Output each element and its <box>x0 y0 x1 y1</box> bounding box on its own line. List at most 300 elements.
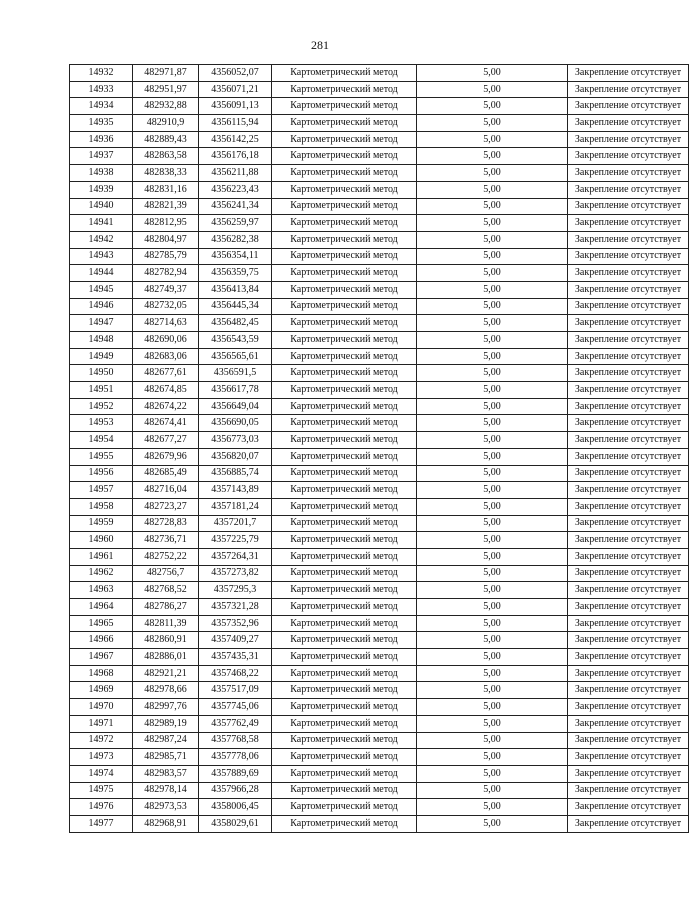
point-number-cell: 14952 <box>70 398 133 415</box>
table-row <box>70 198 689 215</box>
point-number-cell: 14974 <box>70 765 133 782</box>
method-cell: Картометрический метод <box>272 749 417 766</box>
method-cell: Картометрический метод <box>272 448 417 465</box>
x-coordinate-cell: 482971,87 <box>133 65 199 82</box>
table-row <box>70 599 689 616</box>
fixing-cell: Закрепление отсутствует <box>568 599 689 616</box>
y-coordinate-cell: 4356413,84 <box>199 281 272 298</box>
table-row <box>70 482 689 499</box>
accuracy-cell: 5,00 <box>417 332 568 349</box>
x-coordinate-cell: 482863,58 <box>133 148 199 165</box>
y-coordinate-cell: 4357768,58 <box>199 732 272 749</box>
method-cell: Картометрический метод <box>272 432 417 449</box>
accuracy-cell: 5,00 <box>417 482 568 499</box>
method-cell: Картометрический метод <box>272 665 417 682</box>
table-row <box>70 332 689 349</box>
y-coordinate-cell: 4357273,82 <box>199 565 272 582</box>
fixing-cell: Закрепление отсутствует <box>568 615 689 632</box>
x-coordinate-cell: 482786,27 <box>133 599 199 616</box>
fixing-cell: Закрепление отсутствует <box>568 181 689 198</box>
fixing-cell: Закрепление отсутствует <box>568 548 689 565</box>
y-coordinate-cell: 4357745,06 <box>199 699 272 716</box>
point-number-cell: 14972 <box>70 732 133 749</box>
accuracy-cell: 5,00 <box>417 65 568 82</box>
method-cell: Картометрический метод <box>272 248 417 265</box>
table-row <box>70 665 689 682</box>
x-coordinate-cell: 482723,27 <box>133 498 199 515</box>
point-number-cell: 14944 <box>70 265 133 282</box>
accuracy-cell: 5,00 <box>417 165 568 182</box>
point-number-cell: 14970 <box>70 699 133 716</box>
y-coordinate-cell: 4357295,3 <box>199 582 272 599</box>
x-coordinate-cell: 482831,16 <box>133 181 199 198</box>
table-row <box>70 432 689 449</box>
method-cell: Картометрический метод <box>272 565 417 582</box>
point-number-cell: 14935 <box>70 115 133 132</box>
table-row <box>70 715 689 732</box>
table-row <box>70 148 689 165</box>
method-cell: Картометрический метод <box>272 482 417 499</box>
fixing-cell: Закрепление отсутствует <box>568 649 689 666</box>
table-row <box>70 649 689 666</box>
fixing-cell: Закрепление отсутствует <box>568 265 689 282</box>
y-coordinate-cell: 4357352,96 <box>199 615 272 632</box>
method-cell: Картометрический метод <box>272 115 417 132</box>
table-row <box>70 632 689 649</box>
table-row <box>70 98 689 115</box>
table-row <box>70 699 689 716</box>
point-number-cell: 14958 <box>70 498 133 515</box>
x-coordinate-cell: 482811,39 <box>133 615 199 632</box>
table-row <box>70 682 689 699</box>
fixing-cell: Закрепление отсутствует <box>568 699 689 716</box>
x-coordinate-cell: 482749,37 <box>133 281 199 298</box>
point-number-cell: 14956 <box>70 465 133 482</box>
method-cell: Картометрический метод <box>272 332 417 349</box>
x-coordinate-cell: 482812,95 <box>133 215 199 232</box>
point-number-cell: 14933 <box>70 81 133 98</box>
point-number-cell: 14932 <box>70 65 133 82</box>
accuracy-cell: 5,00 <box>417 81 568 98</box>
y-coordinate-cell: 4356091,13 <box>199 98 272 115</box>
x-coordinate-cell: 482685,49 <box>133 465 199 482</box>
y-coordinate-cell: 4357201,7 <box>199 515 272 532</box>
x-coordinate-cell: 482921,21 <box>133 665 199 682</box>
method-cell: Картометрический метод <box>272 81 417 98</box>
x-coordinate-cell: 482782,94 <box>133 265 199 282</box>
y-coordinate-cell: 4356052,07 <box>199 65 272 82</box>
y-coordinate-cell: 4357321,28 <box>199 599 272 616</box>
point-number-cell: 14939 <box>70 181 133 198</box>
point-number-cell: 14953 <box>70 415 133 432</box>
y-coordinate-cell: 4356241,34 <box>199 198 272 215</box>
x-coordinate-cell: 482987,24 <box>133 732 199 749</box>
method-cell: Картометрический метод <box>272 231 417 248</box>
x-coordinate-cell: 482886,01 <box>133 649 199 666</box>
x-coordinate-cell: 482752,22 <box>133 548 199 565</box>
fixing-cell: Закрепление отсутствует <box>568 165 689 182</box>
y-coordinate-cell: 4356176,18 <box>199 148 272 165</box>
y-coordinate-cell: 4357889,69 <box>199 765 272 782</box>
y-coordinate-cell: 4356211,88 <box>199 165 272 182</box>
method-cell: Картометрический метод <box>272 515 417 532</box>
method-cell: Картометрический метод <box>272 715 417 732</box>
fixing-cell: Закрепление отсутствует <box>568 665 689 682</box>
x-coordinate-cell: 482716,04 <box>133 482 199 499</box>
method-cell: Картометрический метод <box>272 682 417 699</box>
fixing-cell: Закрепление отсутствует <box>568 281 689 298</box>
fixing-cell: Закрепление отсутствует <box>568 348 689 365</box>
table-row <box>70 165 689 182</box>
method-cell: Картометрический метод <box>272 582 417 599</box>
point-number-cell: 14957 <box>70 482 133 499</box>
method-cell: Картометрический метод <box>272 181 417 198</box>
table-row <box>70 231 689 248</box>
y-coordinate-cell: 4356445,34 <box>199 298 272 315</box>
table-row <box>70 732 689 749</box>
x-coordinate-cell: 482732,05 <box>133 298 199 315</box>
point-number-cell: 14950 <box>70 365 133 382</box>
y-coordinate-cell: 4358006,45 <box>199 799 272 816</box>
table-row <box>70 815 689 832</box>
table-row <box>70 281 689 298</box>
x-coordinate-cell: 482768,52 <box>133 582 199 599</box>
x-coordinate-cell: 482677,27 <box>133 432 199 449</box>
x-coordinate-cell: 482910,9 <box>133 115 199 132</box>
point-number-cell: 14976 <box>70 799 133 816</box>
method-cell: Картометрический метод <box>272 498 417 515</box>
x-coordinate-cell: 482983,57 <box>133 765 199 782</box>
method-cell: Картометрический метод <box>272 765 417 782</box>
table-row <box>70 515 689 532</box>
x-coordinate-cell: 482714,63 <box>133 315 199 332</box>
point-number-cell: 14946 <box>70 298 133 315</box>
method-cell: Картометрический метод <box>272 548 417 565</box>
x-coordinate-cell: 482985,71 <box>133 749 199 766</box>
fixing-cell: Закрепление отсутствует <box>568 131 689 148</box>
point-number-cell: 14941 <box>70 215 133 232</box>
method-cell: Картометрический метод <box>272 532 417 549</box>
x-coordinate-cell: 482968,91 <box>133 815 199 832</box>
point-number-cell: 14951 <box>70 382 133 399</box>
x-coordinate-cell: 482989,19 <box>133 715 199 732</box>
fixing-cell: Закрепление отсутствует <box>568 782 689 799</box>
accuracy-cell: 5,00 <box>417 699 568 716</box>
accuracy-cell: 5,00 <box>417 782 568 799</box>
table-row <box>70 465 689 482</box>
y-coordinate-cell: 4356885,74 <box>199 465 272 482</box>
point-number-cell: 14945 <box>70 281 133 298</box>
x-coordinate-cell: 482756,7 <box>133 565 199 582</box>
method-cell: Картометрический метод <box>272 348 417 365</box>
accuracy-cell: 5,00 <box>417 465 568 482</box>
x-coordinate-cell: 482677,61 <box>133 365 199 382</box>
accuracy-cell: 5,00 <box>417 665 568 682</box>
fixing-cell: Закрепление отсутствует <box>568 65 689 82</box>
coordinates-table-body <box>70 65 689 833</box>
y-coordinate-cell: 4356690,05 <box>199 415 272 432</box>
table-row <box>70 448 689 465</box>
x-coordinate-cell: 482860,91 <box>133 632 199 649</box>
y-coordinate-cell: 4356649,04 <box>199 398 272 415</box>
table-row <box>70 131 689 148</box>
y-coordinate-cell: 4356223,43 <box>199 181 272 198</box>
x-coordinate-cell: 482838,33 <box>133 165 199 182</box>
y-coordinate-cell: 4356591,5 <box>199 365 272 382</box>
table-row <box>70 65 689 82</box>
method-cell: Картометрический метод <box>272 649 417 666</box>
x-coordinate-cell: 482674,41 <box>133 415 199 432</box>
fixing-cell: Закрепление отсутствует <box>568 715 689 732</box>
y-coordinate-cell: 4357966,28 <box>199 782 272 799</box>
table-row <box>70 348 689 365</box>
point-number-cell: 14938 <box>70 165 133 182</box>
point-number-cell: 14940 <box>70 198 133 215</box>
accuracy-cell: 5,00 <box>417 582 568 599</box>
page-number: 281 <box>311 38 329 52</box>
point-number-cell: 14961 <box>70 548 133 565</box>
x-coordinate-cell: 482683,06 <box>133 348 199 365</box>
table-row <box>70 765 689 782</box>
method-cell: Картометрический метод <box>272 165 417 182</box>
method-cell: Картометрический метод <box>272 815 417 832</box>
method-cell: Картометрический метод <box>272 632 417 649</box>
method-cell: Картометрический метод <box>272 465 417 482</box>
fixing-cell: Закрепление отсутствует <box>568 749 689 766</box>
fixing-cell: Закрепление отсутствует <box>568 632 689 649</box>
fixing-cell: Закрепление отсутствует <box>568 515 689 532</box>
accuracy-cell: 5,00 <box>417 231 568 248</box>
table-row <box>70 81 689 98</box>
accuracy-cell: 5,00 <box>417 248 568 265</box>
point-number-cell: 14965 <box>70 615 133 632</box>
y-coordinate-cell: 4356354,11 <box>199 248 272 265</box>
fixing-cell: Закрепление отсутствует <box>568 382 689 399</box>
fixing-cell: Закрепление отсутствует <box>568 215 689 232</box>
x-coordinate-cell: 482679,96 <box>133 448 199 465</box>
x-coordinate-cell: 482674,85 <box>133 382 199 399</box>
accuracy-cell: 5,00 <box>417 682 568 699</box>
fixing-cell: Закрепление отсутствует <box>568 332 689 349</box>
method-cell: Картометрический метод <box>272 382 417 399</box>
table-row <box>70 548 689 565</box>
accuracy-cell: 5,00 <box>417 432 568 449</box>
fixing-cell: Закрепление отсутствует <box>568 498 689 515</box>
fixing-cell: Закрепление отсутствует <box>568 432 689 449</box>
method-cell: Картометрический метод <box>272 298 417 315</box>
accuracy-cell: 5,00 <box>417 398 568 415</box>
table-row <box>70 415 689 432</box>
y-coordinate-cell: 4357778,06 <box>199 749 272 766</box>
point-number-cell: 14963 <box>70 582 133 599</box>
y-coordinate-cell: 4357143,89 <box>199 482 272 499</box>
method-cell: Картометрический метод <box>272 315 417 332</box>
accuracy-cell: 5,00 <box>417 281 568 298</box>
table-row <box>70 582 689 599</box>
accuracy-cell: 5,00 <box>417 365 568 382</box>
y-coordinate-cell: 4356820,07 <box>199 448 272 465</box>
accuracy-cell: 5,00 <box>417 265 568 282</box>
point-number-cell: 14971 <box>70 715 133 732</box>
method-cell: Картометрический метод <box>272 615 417 632</box>
x-coordinate-cell: 482978,66 <box>133 682 199 699</box>
method-cell: Картометрический метод <box>272 148 417 165</box>
accuracy-cell: 5,00 <box>417 565 568 582</box>
y-coordinate-cell: 4356142,25 <box>199 131 272 148</box>
method-cell: Картометрический метод <box>272 215 417 232</box>
accuracy-cell: 5,00 <box>417 765 568 782</box>
table-row <box>70 248 689 265</box>
coordinates-table <box>69 64 689 833</box>
accuracy-cell: 5,00 <box>417 348 568 365</box>
x-coordinate-cell: 482690,06 <box>133 332 199 349</box>
fixing-cell: Закрепление отсутствует <box>568 532 689 549</box>
x-coordinate-cell: 482951,97 <box>133 81 199 98</box>
accuracy-cell: 5,00 <box>417 415 568 432</box>
point-number-cell: 14959 <box>70 515 133 532</box>
fixing-cell: Закрепление отсутствует <box>568 298 689 315</box>
fixing-cell: Закрепление отсутствует <box>568 765 689 782</box>
fixing-cell: Закрепление отсутствует <box>568 231 689 248</box>
fixing-cell: Закрепление отсутствует <box>568 465 689 482</box>
accuracy-cell: 5,00 <box>417 98 568 115</box>
method-cell: Картометрический метод <box>272 599 417 616</box>
fixing-cell: Закрепление отсутствует <box>568 365 689 382</box>
point-number-cell: 14969 <box>70 682 133 699</box>
point-number-cell: 14964 <box>70 599 133 616</box>
x-coordinate-cell: 482728,83 <box>133 515 199 532</box>
y-coordinate-cell: 4357762,49 <box>199 715 272 732</box>
y-coordinate-cell: 4356259,97 <box>199 215 272 232</box>
fixing-cell: Закрепление отсутствует <box>568 482 689 499</box>
table-row <box>70 532 689 549</box>
y-coordinate-cell: 4356543,59 <box>199 332 272 349</box>
y-coordinate-cell: 4357435,31 <box>199 649 272 666</box>
fixing-cell: Закрепление отсутствует <box>568 415 689 432</box>
accuracy-cell: 5,00 <box>417 181 568 198</box>
y-coordinate-cell: 4356359,75 <box>199 265 272 282</box>
method-cell: Картометрический метод <box>272 732 417 749</box>
accuracy-cell: 5,00 <box>417 815 568 832</box>
point-number-cell: 14942 <box>70 231 133 248</box>
y-coordinate-cell: 4356773,03 <box>199 432 272 449</box>
point-number-cell: 14955 <box>70 448 133 465</box>
fixing-cell: Закрепление отсутствует <box>568 148 689 165</box>
table-row <box>70 498 689 515</box>
method-cell: Картометрический метод <box>272 98 417 115</box>
accuracy-cell: 5,00 <box>417 498 568 515</box>
accuracy-cell: 5,00 <box>417 715 568 732</box>
accuracy-cell: 5,00 <box>417 131 568 148</box>
x-coordinate-cell: 482997,76 <box>133 699 199 716</box>
y-coordinate-cell: 4357517,09 <box>199 682 272 699</box>
fixing-cell: Закрепление отсутствует <box>568 248 689 265</box>
accuracy-cell: 5,00 <box>417 315 568 332</box>
point-number-cell: 14936 <box>70 131 133 148</box>
table-row <box>70 799 689 816</box>
point-number-cell: 14949 <box>70 348 133 365</box>
x-coordinate-cell: 482804,97 <box>133 231 199 248</box>
table-row <box>70 365 689 382</box>
x-coordinate-cell: 482785,79 <box>133 248 199 265</box>
x-coordinate-cell: 482973,53 <box>133 799 199 816</box>
accuracy-cell: 5,00 <box>417 649 568 666</box>
fixing-cell: Закрепление отсутствует <box>568 799 689 816</box>
accuracy-cell: 5,00 <box>417 799 568 816</box>
accuracy-cell: 5,00 <box>417 615 568 632</box>
accuracy-cell: 5,00 <box>417 215 568 232</box>
y-coordinate-cell: 4358029,61 <box>199 815 272 832</box>
method-cell: Картометрический метод <box>272 782 417 799</box>
x-coordinate-cell: 482821,39 <box>133 198 199 215</box>
point-number-cell: 14943 <box>70 248 133 265</box>
table-row <box>70 215 689 232</box>
y-coordinate-cell: 4357181,24 <box>199 498 272 515</box>
method-cell: Картометрический метод <box>272 281 417 298</box>
fixing-cell: Закрепление отсутствует <box>568 398 689 415</box>
y-coordinate-cell: 4357468,22 <box>199 665 272 682</box>
table-row <box>70 298 689 315</box>
point-number-cell: 14934 <box>70 98 133 115</box>
method-cell: Картометрический метод <box>272 415 417 432</box>
accuracy-cell: 5,00 <box>417 599 568 616</box>
x-coordinate-cell: 482978,14 <box>133 782 199 799</box>
point-number-cell: 14954 <box>70 432 133 449</box>
method-cell: Картометрический метод <box>272 265 417 282</box>
method-cell: Картометрический метод <box>272 365 417 382</box>
accuracy-cell: 5,00 <box>417 515 568 532</box>
fixing-cell: Закрепление отсутствует <box>568 732 689 749</box>
fixing-cell: Закрепление отсутствует <box>568 448 689 465</box>
table-row <box>70 382 689 399</box>
x-coordinate-cell: 482674,22 <box>133 398 199 415</box>
fixing-cell: Закрепление отсутствует <box>568 98 689 115</box>
point-number-cell: 14977 <box>70 815 133 832</box>
x-coordinate-cell: 482932,88 <box>133 98 199 115</box>
point-number-cell: 14948 <box>70 332 133 349</box>
accuracy-cell: 5,00 <box>417 198 568 215</box>
table-row <box>70 115 689 132</box>
table-row <box>70 565 689 582</box>
accuracy-cell: 5,00 <box>417 298 568 315</box>
y-coordinate-cell: 4357264,31 <box>199 548 272 565</box>
table-row <box>70 398 689 415</box>
table-row <box>70 749 689 766</box>
table-row <box>70 782 689 799</box>
table-row <box>70 315 689 332</box>
fixing-cell: Закрепление отсутствует <box>568 81 689 98</box>
fixing-cell: Закрепление отсутствует <box>568 815 689 832</box>
accuracy-cell: 5,00 <box>417 532 568 549</box>
y-coordinate-cell: 4357225,79 <box>199 532 272 549</box>
table-row <box>70 615 689 632</box>
fixing-cell: Закрепление отсутствует <box>568 198 689 215</box>
method-cell: Картометрический метод <box>272 398 417 415</box>
method-cell: Картометрический метод <box>272 65 417 82</box>
accuracy-cell: 5,00 <box>417 448 568 465</box>
point-number-cell: 14937 <box>70 148 133 165</box>
point-number-cell: 14973 <box>70 749 133 766</box>
point-number-cell: 14960 <box>70 532 133 549</box>
accuracy-cell: 5,00 <box>417 382 568 399</box>
y-coordinate-cell: 4356482,45 <box>199 315 272 332</box>
accuracy-cell: 5,00 <box>417 548 568 565</box>
fixing-cell: Закрепление отсутствует <box>568 565 689 582</box>
y-coordinate-cell: 4356071,21 <box>199 81 272 98</box>
point-number-cell: 14967 <box>70 649 133 666</box>
fixing-cell: Закрепление отсутствует <box>568 115 689 132</box>
point-number-cell: 14962 <box>70 565 133 582</box>
